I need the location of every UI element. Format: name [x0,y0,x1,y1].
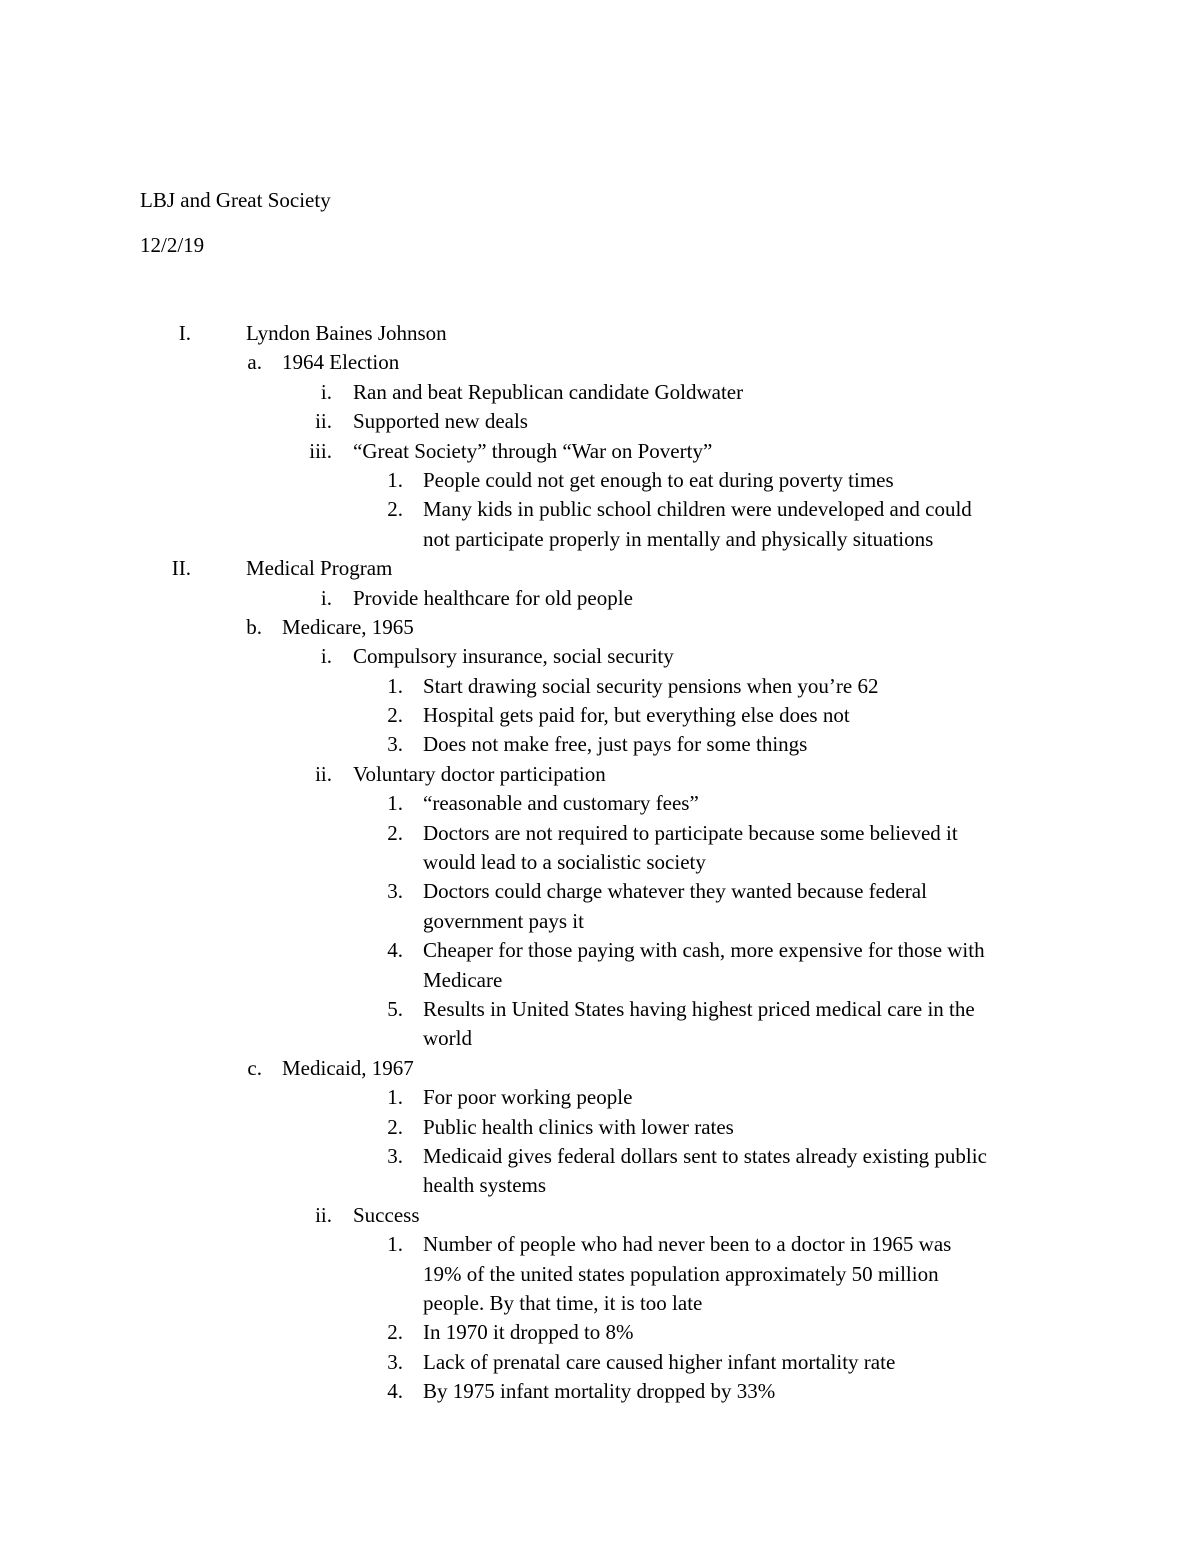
outline-text: Compulsory insurance, social security [353,644,674,669]
outline-continuation-line [0,1024,1200,1053]
outline-text: world [423,1026,472,1051]
outline-text: Medicare, 1965 [282,614,414,639]
outline-marker: 1. [387,1085,403,1110]
outline-item [0,407,1200,436]
outline-marker: 4. [387,938,403,963]
outline-text: Lack of prenatal care caused higher infant mortality rate [423,1349,896,1374]
outline-item [0,495,1200,524]
outline-text: Voluntary doctor participation [353,761,606,786]
outline-marker: a. [247,350,262,375]
outline-marker: ii. [315,409,332,434]
outline-marker: 3. [387,1143,403,1168]
outline-text: “reasonable and customary fees” [423,791,699,816]
outline-marker: 4. [387,1379,403,1404]
outline-text: Results in United States having highest priced medical care in the [423,996,975,1021]
outline-marker: 2. [387,497,403,522]
outline-text: Medicaid, 1967 [282,1055,414,1080]
document-date: 12/2/19 [140,233,205,257]
outline-item [0,1083,1200,1112]
outline-text: not participate properly in mentally and physically situations [423,526,934,551]
outline-item [0,1318,1200,1347]
outline-text: Provide healthcare for old people [353,585,633,610]
outline-marker: i. [320,644,332,669]
outline-text: Medicare [423,967,503,992]
outline-text: Start drawing social security pensions when you’re 62 [423,673,879,698]
outline-text: Lyndon Baines Johnson [246,321,447,345]
outline-marker: 1. [387,673,403,698]
document-title: LBJ and Great Society [140,188,331,212]
outline-text: health systems [423,1173,547,1198]
outline-list [0,319,1200,1406]
outline-marker: 2. [387,1114,403,1139]
outline-marker: I. [178,321,191,345]
outline-text: “Great Society” through “War on Poverty” [353,438,713,463]
outline-marker: 2. [387,820,403,845]
outline-text: People could not get enough to eat during poverty times [423,467,894,492]
outline-marker: i. [320,585,332,610]
outline-text: Doctors are not required to participate because some believed it [423,820,958,845]
outline-item [0,819,1200,848]
outline-marker: 3. [387,879,403,904]
outline-item [0,1054,1200,1083]
outline-item [0,1201,1200,1230]
outline-text: In 1970 it dropped to 8% [423,1320,634,1345]
outline-item [0,760,1200,789]
outline-text: For poor working people [423,1085,633,1110]
outline-continuation-line [0,525,1200,554]
outline-text: people. By that time, it is too late [423,1290,703,1315]
outline-text: Does not make free, just pays for some things [423,732,808,757]
outline-text: Success [353,1202,420,1227]
outline-item [0,437,1200,466]
outline-text: By 1975 infant mortality dropped by 33% [423,1379,776,1404]
outline-text: 1964 Election [282,350,400,375]
outline-item [0,466,1200,495]
outline-marker: 1. [387,791,403,816]
outline-text: would lead to a socialistic society [423,850,706,875]
outline-continuation-line [0,966,1200,995]
outline-marker: 1. [387,467,403,492]
outline-text: Many kids in public school children were undeveloped and could [423,497,972,522]
outline-text: Supported new deals [353,409,528,434]
outline-text: Cheaper for those paying with cash, more expensive for those with [423,938,985,963]
outline-marker: ii. [315,761,332,786]
outline-continuation-line [0,1289,1200,1318]
outline-continuation-line [0,1171,1200,1200]
outline-marker: c. [247,1055,262,1080]
outline-item [0,701,1200,730]
outline-marker: 2. [387,1320,403,1345]
outline-text: Medical Program [246,556,393,581]
outline-text: Number of people who had never been to a doctor in 1965 was [423,1232,952,1257]
outline-marker: 5. [387,996,403,1021]
outline-text: government pays it [423,908,584,933]
outline-item [0,319,1200,348]
outline-item [0,348,1200,377]
outline-item [0,995,1200,1024]
outline-item [0,1377,1200,1406]
outline-item [0,1113,1200,1142]
outline-item [0,1230,1200,1259]
outline-continuation-line [0,848,1200,877]
outline-continuation-line [0,907,1200,936]
outline-marker: i. [320,379,332,404]
outline-marker: iii. [309,438,332,463]
outline-continuation-line [0,1260,1200,1289]
outline-marker: 2. [387,703,403,728]
outline-marker: ii. [315,1202,332,1227]
outline-text: Medicaid gives federal dollars sent to states already existing public [423,1143,987,1168]
outline-item [0,642,1200,671]
outline-marker: b. [246,614,262,639]
outline-item [0,1348,1200,1377]
outline-text: Public health clinics with lower rates [423,1114,734,1139]
outline-text: 19% of the united states population approximately 50 million [423,1261,939,1286]
outline-text: Hospital gets paid for, but everything else does not [423,703,850,728]
outline-marker: 1. [387,1232,403,1257]
outline-item [0,730,1200,759]
outline-item [0,378,1200,407]
outline-item [0,877,1200,906]
outline-marker: 3. [387,732,403,757]
outline-marker: II. [171,556,191,581]
outline-text: Doctors could charge whatever they wanted because federal [423,879,927,904]
outline-item [0,554,1200,583]
outline-item [0,789,1200,818]
outline-text: Ran and beat Republican candidate Goldwater [353,379,744,404]
outline-marker: 3. [387,1349,403,1374]
outline-item [0,672,1200,701]
outline-item [0,936,1200,965]
outline-item [0,1142,1200,1171]
outline-item [0,613,1200,642]
outline-item [0,584,1200,613]
